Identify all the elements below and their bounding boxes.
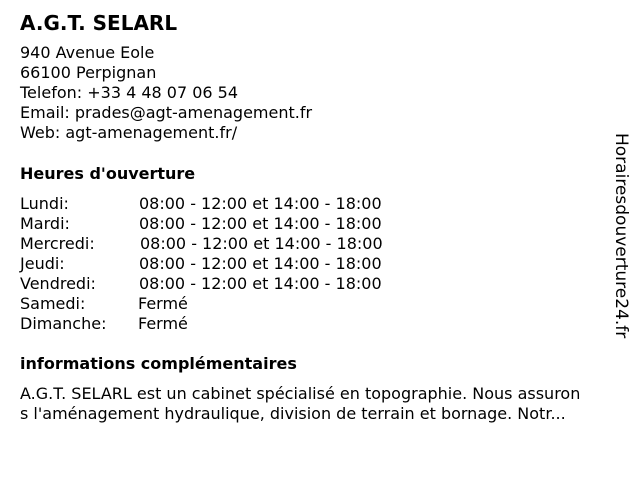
hours-row-monday	[20, 194, 440, 214]
hours-heading: Heures d'ouverture	[20, 164, 196, 183]
time-value: 08:00 - 12:00 et 14:00 - 18:00	[139, 214, 382, 233]
day-label: Vendredi:	[20, 274, 96, 293]
hours-row-tuesday	[20, 214, 440, 234]
description-line-1: A.G.T. SELARL est un cabinet spécialisé en topographie. Nous assuron	[20, 384, 581, 403]
time-value: 08:00 - 12:00 et 14:00 - 18:00	[139, 254, 382, 273]
day-label: Jeudi:	[20, 254, 65, 273]
day-label: Lundi:	[20, 194, 69, 213]
info-heading: informations complémentaires	[20, 354, 297, 373]
time-value: 08:00 - 12:00 et 14:00 - 18:00	[139, 274, 382, 293]
time-value: 08:00 - 12:00 et 14:00 - 18:00	[140, 234, 383, 253]
hours-table	[20, 194, 440, 334]
address-line-street: 940 Avenue Eole	[20, 43, 155, 62]
description-text	[20, 384, 630, 424]
site-watermark: Horairesdouverture24.fr	[611, 133, 631, 339]
hours-row-wednesday	[20, 234, 440, 254]
phone-line: Telefon: +33 4 48 07 06 54	[20, 83, 239, 102]
time-value: Fermé	[138, 294, 188, 313]
day-label: Dimanche:	[20, 314, 107, 333]
contact-block	[20, 43, 312, 143]
day-label: Mercredi:	[20, 234, 95, 253]
day-label: Samedi:	[20, 294, 86, 313]
description-line-2: s l'aménagement hydraulique, division de terrain et bornage. Notr...	[20, 404, 566, 423]
web-line: Web: agt-amenagement.fr/	[20, 123, 238, 142]
hours-row-saturday	[20, 294, 440, 314]
time-value: 08:00 - 12:00 et 14:00 - 18:00	[139, 194, 382, 213]
hours-row-thursday	[20, 254, 440, 274]
time-value: Fermé	[138, 314, 188, 333]
business-name: A.G.T. SELARL	[20, 11, 178, 35]
email-line: Email: prades@agt-amenagement.fr	[20, 103, 313, 122]
hours-row-friday	[20, 274, 440, 294]
hours-row-sunday	[20, 314, 440, 334]
address-line-city: 66100 Perpignan	[20, 63, 157, 82]
day-label: Mardi:	[20, 214, 70, 233]
